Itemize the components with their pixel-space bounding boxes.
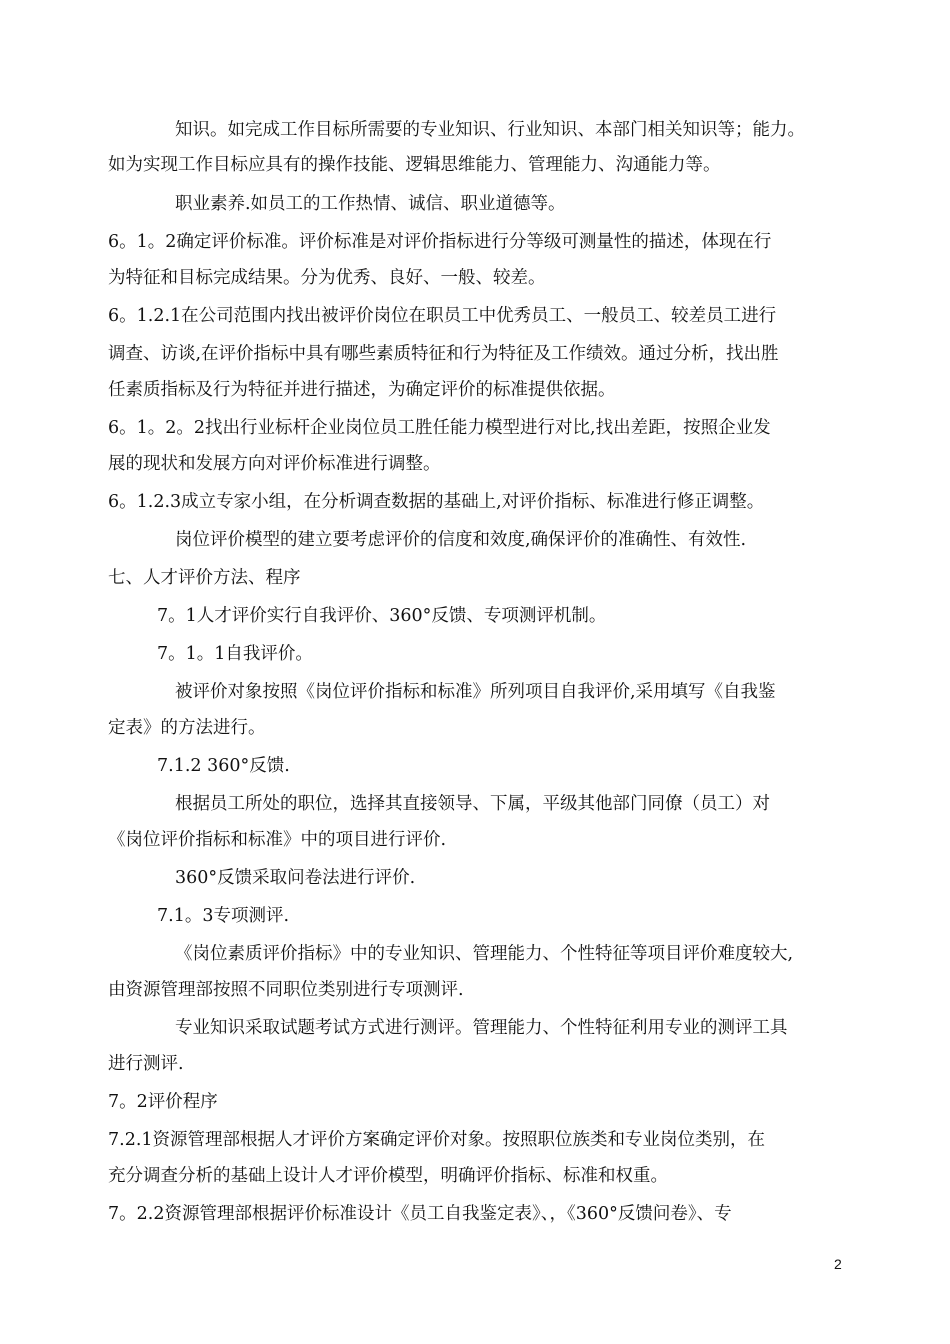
section-heading: 七、人才评价方法、程序: [108, 568, 301, 588]
text-line: 《岗位评价指标和标准》中的项目进行评价.: [108, 830, 447, 850]
text-line: 岗位评价模型的建立要考虑评价的信度和效度,确保评价的准确性、有效性.: [175, 530, 747, 550]
text-line: 360°反馈采取问卷法进行评价.: [175, 868, 416, 888]
text-line: 充分调查分析的基础上设计人才评价模型，明确评价指标、标准和权重。: [108, 1166, 668, 1186]
text-line: 6。1.2.1在公司范围内找出被评价岗位在职员工中优秀员工、一般员工、较差员工进行: [108, 306, 777, 326]
text-line: 专业知识采取试题考试方式进行测评。管理能力、个性特征利用专业的测评工具: [175, 1018, 788, 1038]
text-line: 被评价对象按照《岗位评价指标和标准》所列项目自我评价,采用填写《自我鉴: [175, 682, 776, 702]
text-line: 7.1。3专项测评.: [157, 906, 290, 926]
text-line: 调查、访谈,在评价指标中具有哪些素质特征和行为特征及工作绩效。通过分析，找出胜: [108, 344, 779, 364]
text-line: 为特征和目标完成结果。分为优秀、良好、一般、较差。: [108, 268, 546, 288]
text-line: 6。1。2。2找出行业标杆企业岗位员工胜任能力模型进行对比,找出差距，按照企业发: [108, 418, 771, 438]
text-line: 进行测评.: [108, 1054, 184, 1074]
text-line: 由资源管理部按照不同职位类别进行专项测评.: [108, 980, 464, 1000]
text-line: 6。1。2确定评价标准。评价标准是对评价指标进行分等级可测量性的描述，体现在行: [108, 232, 772, 252]
text-line: 职业素养.如员工的工作热情、诚信、职业道德等。: [175, 194, 566, 214]
text-line: 知识。如完成工作目标所需要的专业知识、行业知识、本部门相关知识等；能力。: [175, 120, 805, 140]
text-line: 6。1.2.3成立专家小组，在分析调查数据的基础上,对评价指标、标准进行修正调整。: [108, 492, 765, 512]
text-line: 7。1人才评价实行自我评价、360°反馈、专项测评机制。: [157, 606, 607, 626]
text-line: 如为实现工作目标应具有的操作技能、逻辑思维能力、管理能力、沟通能力等。: [108, 155, 721, 175]
text-line: 定表》的方法进行。: [108, 718, 266, 738]
text-line: 《岗位素质评价指标》中的专业知识、管理能力、个性特征等项目评价难度较大,: [175, 944, 794, 964]
text-line: 任素质指标及行为特征并进行描述，为确定评价的标准提供依据。: [108, 380, 616, 400]
page-number: 2: [834, 1256, 842, 1272]
text-line: 7。1。1自我评价。: [157, 644, 313, 664]
section-heading: 7。2评价程序: [108, 1092, 218, 1112]
text-line: 7。2.2资源管理部根据评价标准设计《员工自我鉴定表》、，《360°反馈问卷》、专: [108, 1204, 732, 1224]
text-line: 7.1.2 360°反馈.: [157, 756, 290, 776]
text-line: 根据员工所处的职位，选择其直接领导、下属，平级其他部门同僚（员工）对: [175, 794, 770, 814]
text-line: 7.2.1资源管理部根据人才评价方案确定评价对象。按照职位族类和专业岗位类别，在: [108, 1130, 766, 1150]
text-line: 展的现状和发展方向对评价标准进行调整。: [108, 454, 441, 474]
